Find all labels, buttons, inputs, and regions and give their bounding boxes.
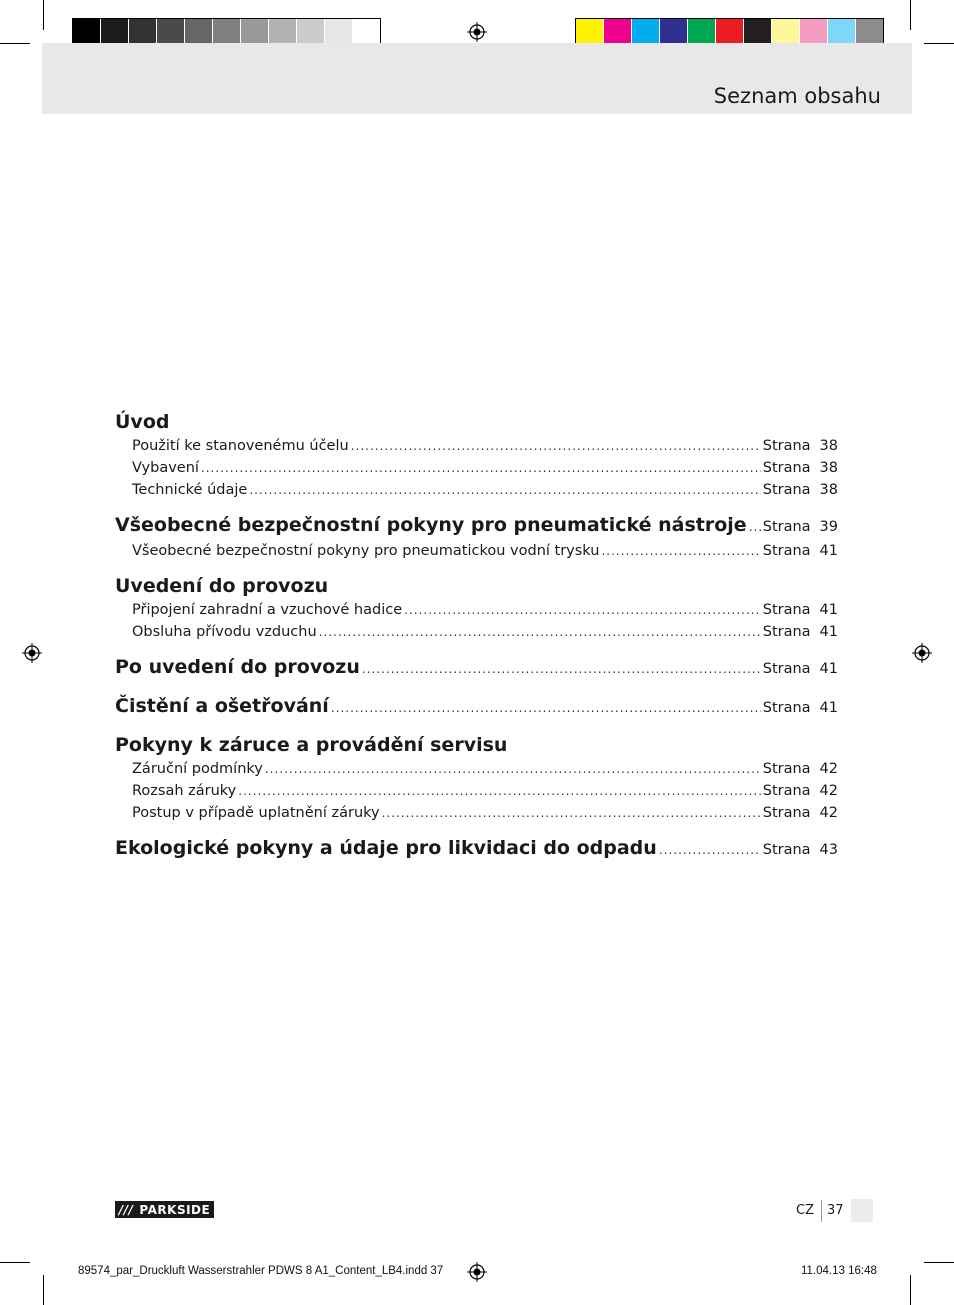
registration-mark-icon [912, 643, 932, 663]
leader-dots [249, 479, 760, 501]
toc-entry[interactable] [115, 621, 838, 643]
color-swatch [157, 19, 185, 46]
color-swatch [660, 19, 688, 46]
color-swatch [744, 19, 772, 46]
section-heading[interactable] [115, 573, 838, 599]
section-title: Uvedení do provozu [115, 575, 329, 597]
logo-text: PARKSIDE [139, 1202, 211, 1217]
leader-dots [382, 802, 761, 824]
leader-dots [319, 621, 761, 643]
toc-section [115, 573, 838, 643]
strana-label: Strana [762, 482, 811, 498]
section-title: Ekologické pokyny a údaje pro likvidaci do odpadu [115, 837, 657, 859]
color-swatch [297, 19, 325, 46]
page-ref [763, 457, 838, 479]
color-swatch [325, 19, 353, 46]
footer-divider [821, 1200, 822, 1222]
page-ref [763, 802, 838, 824]
leader-dots [331, 695, 761, 721]
strana-label: Strana [762, 783, 811, 799]
leader-dots [238, 780, 760, 802]
section-gap [115, 643, 838, 654]
strana-label: Strana [762, 842, 811, 858]
section-title: Po uvedení do provozu [115, 656, 360, 678]
color-swatch [716, 19, 744, 46]
crop-mark [0, 43, 30, 44]
strana-label: Strana [762, 460, 811, 476]
page-number-ref: 42 [819, 783, 838, 799]
color-swatch [353, 19, 380, 46]
page-number-ref: 43 [819, 842, 838, 858]
entry-label: Záruční podmínky [132, 761, 263, 777]
crop-mark [0, 1262, 30, 1263]
page-number: 37 [827, 1203, 844, 1218]
page-number-ref: 41 [819, 543, 838, 559]
leader-dots [362, 656, 761, 682]
color-swatch [772, 19, 800, 46]
toc-entry[interactable] [115, 457, 838, 479]
color-swatch [688, 19, 716, 46]
crop-mark [43, 0, 44, 30]
toc-entry[interactable] [115, 780, 838, 802]
page-ref [763, 780, 838, 802]
entry-label: Použití ke stanovenému účelu [132, 438, 349, 454]
color-swatch [101, 19, 129, 46]
footer-box [851, 1199, 873, 1222]
section-gap [115, 682, 838, 693]
page-ref [763, 540, 838, 562]
section-title: Všeobecné bezpečnostní pokyny pro pneumatické nástroje [115, 514, 747, 536]
strana-label: Strana [762, 761, 811, 777]
registration-mark-icon [467, 22, 487, 42]
page-number-ref: 42 [819, 805, 838, 821]
page-ref [763, 599, 838, 621]
toc-section [115, 732, 838, 824]
page-title: Seznam obsahu [713, 84, 881, 108]
toc-section [115, 512, 838, 562]
table-of-contents [115, 409, 838, 863]
strana-label: Strana [762, 438, 811, 454]
toc-entry[interactable] [115, 540, 838, 562]
section-heading[interactable] [115, 693, 838, 721]
color-swatch [828, 19, 856, 46]
section-gap [115, 562, 838, 573]
page-ref [763, 479, 838, 501]
section-gap [115, 501, 838, 512]
section-heading[interactable] [115, 512, 838, 540]
section-heading[interactable] [115, 732, 838, 758]
toc-entry[interactable] [115, 435, 838, 457]
toc-entry[interactable] [115, 802, 838, 824]
page-ref [763, 695, 838, 721]
section-gap [115, 824, 838, 835]
toc-entry[interactable] [115, 599, 838, 621]
page-number-ref: 38 [819, 438, 838, 454]
page-ref [763, 837, 838, 863]
toc-entry[interactable] [115, 479, 838, 501]
strana-label: Strana [762, 543, 811, 559]
leader-dots [265, 758, 761, 780]
strana-label: Strana [762, 602, 811, 618]
entry-label: Vybavení [132, 460, 199, 476]
registration-mark-icon [22, 643, 42, 663]
strana-label: Strana [762, 624, 811, 640]
color-swatch [129, 19, 157, 46]
color-swatch [185, 19, 213, 46]
section-heading[interactable] [115, 409, 838, 435]
crop-mark [910, 1275, 911, 1305]
leader-dots [749, 514, 761, 540]
slug-date: 11.04.13 16:48 [801, 1265, 877, 1277]
color-swatch [800, 19, 828, 46]
page-number-ref: 42 [819, 761, 838, 777]
page-number-ref: 41 [819, 661, 838, 677]
entry-label: Všeobecné bezpečnostní pokyny pro pneumatickou vodní trysku [132, 543, 600, 559]
color-swatch [73, 19, 101, 46]
strana-label: Strana [762, 519, 811, 535]
page-ref [763, 621, 838, 643]
toc-entry[interactable] [115, 758, 838, 780]
section-heading[interactable] [115, 654, 838, 682]
page-ref [763, 435, 838, 457]
entry-label: Připojení zahradní a vzuchové hadice [132, 602, 403, 618]
color-swatch [213, 19, 241, 46]
page-number-ref: 41 [819, 602, 838, 618]
leader-dots [351, 435, 761, 457]
color-swatch [576, 19, 604, 46]
toc-section [115, 409, 838, 501]
page-number-ref: 41 [819, 700, 838, 716]
crop-mark [924, 1262, 954, 1263]
page-number-ref: 38 [819, 482, 838, 498]
toc-section [115, 654, 838, 682]
section-title: Pokyny k záruce a provádění servisu [115, 734, 508, 756]
color-swatch [604, 19, 632, 46]
section-heading[interactable] [115, 835, 838, 863]
registration-mark-icon [467, 1262, 487, 1282]
entry-label: Obsluha přívodu vzduchu [132, 624, 317, 640]
color-swatch [241, 19, 269, 46]
page-ref [763, 758, 838, 780]
page-ref [763, 514, 838, 540]
crop-mark [910, 0, 911, 30]
slug-file: 89574_par_Druckluft Wasserstrahler PDWS 8 A1_Content_LB4.indd 37 [78, 1265, 444, 1277]
color-swatch [856, 19, 883, 46]
section-gap [115, 721, 838, 732]
language-code: CZ [796, 1203, 814, 1218]
crop-mark [924, 43, 954, 44]
entry-label: Technické údaje [132, 482, 248, 498]
strana-label: Strana [762, 661, 811, 677]
page-number-ref: 39 [819, 519, 838, 535]
toc-section [115, 693, 838, 721]
logo-stripes-icon: /// [118, 1202, 134, 1217]
section-title: Úvod [115, 411, 170, 433]
page-ref [763, 656, 838, 682]
leader-dots [201, 457, 761, 479]
page-number-ref: 38 [819, 460, 838, 476]
strana-label: Strana [762, 805, 811, 821]
section-title: Čistění a ošetřování [115, 695, 329, 717]
color-swatch [269, 19, 297, 46]
entry-label: Postup v případě uplatnění záruky [132, 805, 380, 821]
leader-dots [404, 599, 761, 621]
page-number-ref: 41 [819, 624, 838, 640]
entry-label: Rozsah záruky [132, 783, 237, 799]
leader-dots [601, 540, 760, 562]
leader-dots [659, 837, 761, 863]
toc-section [115, 835, 838, 863]
parkside-logo [115, 1201, 214, 1218]
strana-label: Strana [762, 700, 811, 716]
color-swatch [632, 19, 660, 46]
crop-mark [43, 1275, 44, 1305]
